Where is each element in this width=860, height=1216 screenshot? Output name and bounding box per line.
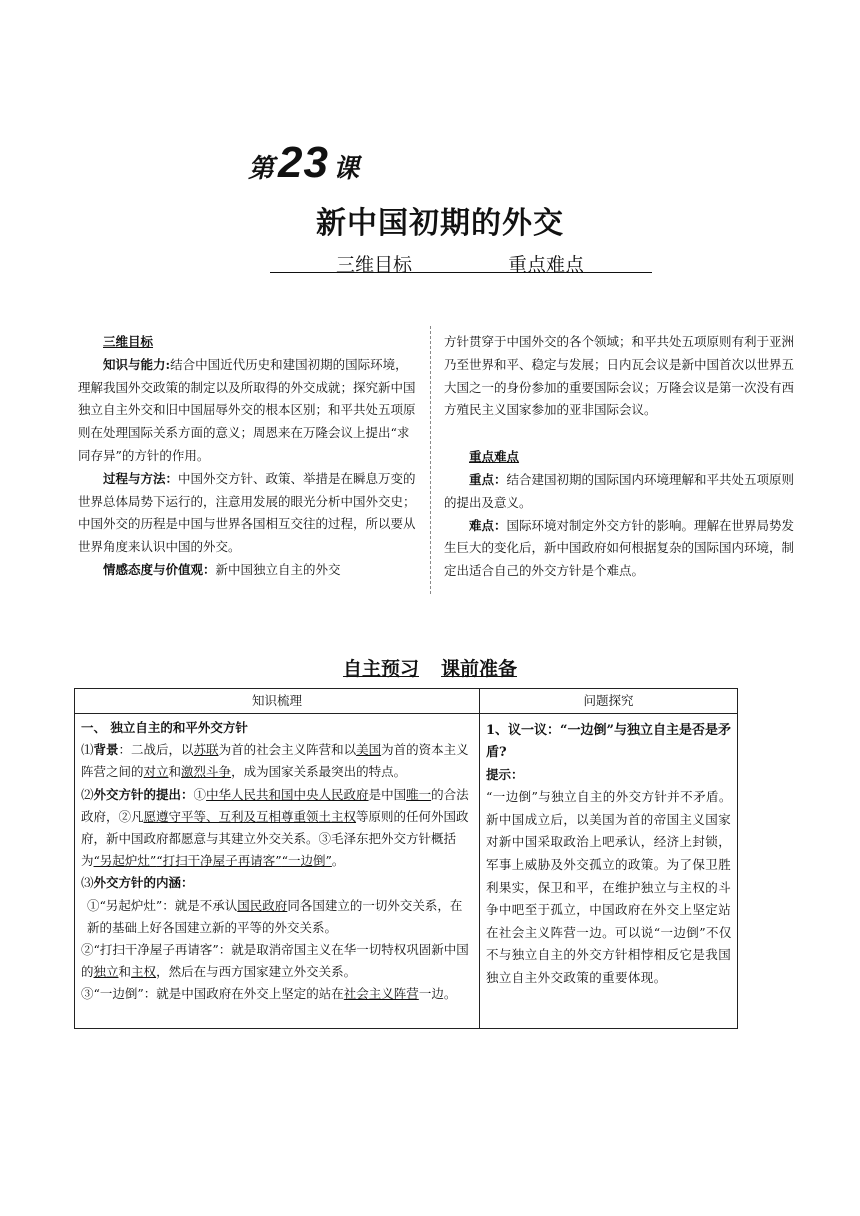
goals-column [78, 331, 418, 582]
policy-quote-2: “打扫干净屋子再请客” [156, 853, 282, 869]
policy-quote-1: “另起炉灶” [93, 853, 157, 869]
meaning-3-text-2: 一边。 [418, 986, 457, 1002]
background-paragraph [81, 739, 474, 783]
policy-blank-1: 中华人民共和国中央人民政府 [206, 786, 369, 802]
background-text-4: 和 [168, 764, 182, 780]
policy-text-3: 的合法政府，②凡 [81, 786, 469, 824]
policy-text-1: ① [193, 786, 207, 802]
inquiry-answer: “一边倒”与独立自主的外交方针并不矛盾。新中国成立后，以美国为首的帝国主义国家对新中国采取政治上吧承认，经济上封锁，军事上威胁及外交孤立的政策。为了保卫胜利果实，保卫和平，在维护独立与主权的斗争中吧至于孤立，中国政府在外交上坚定站在社会主义阵营一边。可以说“一边倒”不仅不与独立自主的外交方针相悖相反它是我国独立自主外交政策的重要体现。 [486, 789, 732, 985]
knowledge-section-heading: 一、 独立自主的和平外交方针 [81, 720, 248, 735]
inquiry-cell [480, 714, 738, 1029]
lesson-prefix: 第 [248, 153, 275, 183]
policy-blank-3: 愿遵守平等、互利及互相尊重领土主权 [143, 808, 357, 824]
lesson-suffix: 课 [332, 153, 359, 183]
key-point [444, 469, 802, 515]
background-blank-1: 苏联 [193, 742, 219, 758]
goal-process-label: 过程与方法： [103, 470, 179, 486]
key-point-text: 结合建国初期的国际国内环境理解和平共处五项原则的提出及意义。 [444, 471, 795, 510]
meaning-2-blank-2: 主权 [131, 964, 157, 980]
goal-emotion-text-start: 新中国独立自主的外交 [215, 561, 341, 577]
meaning-num: ⑶ [81, 875, 94, 891]
policy-text-4: 等原则的任何外国政府，新中国政府都愿意与其建立外交关系。③毛泽东把外交方针概括为 [81, 808, 469, 869]
subtitle-line [270, 250, 652, 276]
page-title: 新中国初期的外交 [316, 206, 564, 241]
policy-num: ⑵ [81, 786, 94, 802]
meaning-item-2 [81, 939, 474, 983]
policy-quote-3: “一边倒” [281, 853, 332, 869]
meaning-1-blank: 国民政府 [237, 897, 288, 913]
difficulty-label: 难点： [469, 517, 507, 533]
section-title-a: 自主预习 [342, 658, 419, 680]
goal-knowledge-label: 知识与能力: [103, 356, 171, 372]
policy-end: 。 [331, 853, 345, 869]
preview-table [74, 688, 738, 1029]
background-label: 背景 [93, 742, 119, 758]
lesson-number [248, 138, 359, 186]
background-text-3: 为首的资本主义阵营之间的 [81, 742, 469, 780]
subtitle-goals: 三维目标 [336, 254, 413, 276]
goals-heading: 三维目标 [103, 334, 154, 349]
background-blank-4: 激烈斗争 [181, 764, 232, 780]
key-point-label: 重点： [469, 471, 507, 487]
meaning-1-text-2: 同各国建立的一切外交关系，在新的基础上好各国建立新的平等的外交关系。 [87, 897, 463, 935]
keys-heading: 重点难点 [469, 449, 520, 465]
knowledge-cell [75, 714, 480, 1029]
section-title [0, 654, 860, 681]
goal-process-text: 中国外交方针、政策、举措是在瞬息万变的世界总体局势下运行的，注意用发展的眼光分析中国外交史；中国外交的历程是中国与世界各国相互交往的过程，所以要从世界角度来认识中国的外交。 [78, 470, 416, 555]
meaning-item-1 [81, 895, 474, 939]
background-blank-2: 美国 [356, 742, 382, 758]
policy-paragraph [81, 784, 474, 873]
background-text-5: ，成为国家关系最突出的特点。 [231, 764, 407, 780]
subtitle-keys: 重点难点 [508, 254, 585, 276]
background-num: ⑴ [81, 742, 94, 758]
meaning-heading [81, 872, 474, 894]
column-header-knowledge: 知识梳理 [75, 689, 480, 714]
policy-blank-2: 唯一 [406, 786, 432, 802]
inquiry-hint-label: 提示： [486, 767, 524, 782]
lesson-number-digits: 23 [278, 138, 329, 187]
section-title-b: 课前准备 [441, 658, 518, 680]
inquiry-question: 1、议一议：“一边倒”与独立自主是否是矛盾? [486, 723, 732, 760]
goal-knowledge [78, 354, 418, 468]
goal-knowledge-text: 结合中国近代历史和建国初期的国际环境，理解我国外交政策的制定以及所取得的外交成就；探究新中国独立自主外交和旧中国屈辱外交的根本区别；和平共处五项原则在处理国际关系方面的意义；周恩来在万隆会议上提出“求同存异”的方针的作用。 [78, 356, 416, 463]
goal-emotion-label: 情感态度与价值观： [103, 561, 216, 577]
meaning-3-text-1: ③“一边倒”：就是中国政府在外交上坚定的站在 [81, 986, 344, 1002]
column-divider [430, 326, 431, 594]
meaning-2-text-1: ②“打扫干净屋子再请客”：就是取消帝国主义在华一切特权巩固新中国的 [81, 942, 469, 980]
meaning-2-blank-1: 独立 [93, 964, 119, 980]
meaning-label: 外交方针的内涵： [93, 875, 194, 891]
meaning-1-text-1: ①“另起炉灶”：就是不承认 [87, 897, 238, 913]
keys-column [444, 331, 802, 583]
meaning-2-text-3: ，然后在与西方国家建立外交关系。 [156, 964, 357, 980]
goal-process [78, 468, 418, 559]
meaning-item-3 [81, 983, 474, 1005]
goal-emotion [78, 559, 418, 582]
goal-emotion-continued: 方针贯穿于中国外交的各个领域；和平共处五项原则有利于亚洲乃至世界和平、稳定与发展；日内瓦会议是新中国首次以世界五大国之一的身份参加的重要国际会议；万隆会议是第一次没有西方殖民主义国家参加的亚非国际会议。 [444, 334, 795, 418]
meaning-3-blank: 社会主义阵营 [343, 986, 419, 1002]
policy-text-2: 是中国 [368, 786, 407, 802]
background-blank-3: 对立 [143, 764, 169, 780]
difficulty-text: 国际环境对制定外交方针的影响。理解在世界局势发生巨大的变化后，新中国政府如何根据复杂的国际国内环境，制定出适合自己的外交方针是个难点。 [444, 517, 795, 579]
difficulty-point [444, 515, 802, 583]
policy-label: 外交方针的提出： [93, 786, 194, 802]
column-header-inquiry: 问题探究 [480, 689, 738, 714]
meaning-2-text-2: 和 [118, 964, 132, 980]
background-text-2: 为首的社会主义阵营和以 [218, 742, 357, 758]
background-text-1: ：二战后，以 [118, 742, 194, 758]
